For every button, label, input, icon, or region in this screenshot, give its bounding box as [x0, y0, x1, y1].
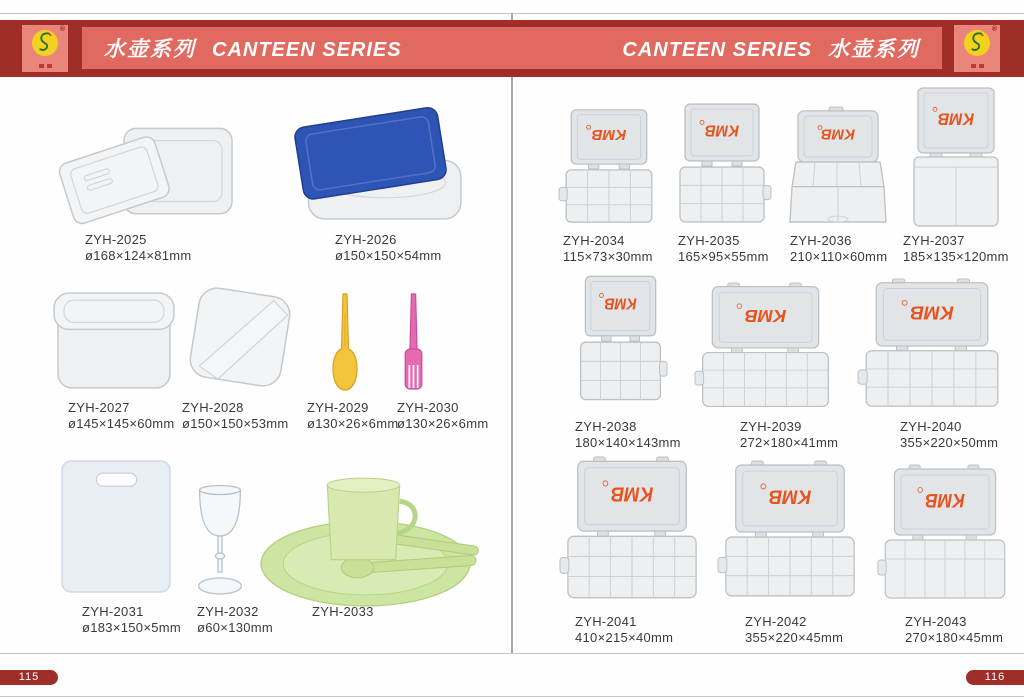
product-code: ZYH-2034 — [563, 233, 625, 248]
product-code: ZYH-2037 — [903, 233, 965, 248]
product-code: ZYH-2033 — [312, 604, 374, 619]
kmb-logo: KMB — [604, 294, 637, 313]
product-size: 272×180×41mm — [740, 434, 839, 450]
product-label — [335, 232, 442, 263]
product-label — [905, 614, 1003, 645]
product-image-zyh-2037 — [902, 86, 1010, 230]
header-title-cn-left: 水壶系列 — [104, 38, 196, 61]
kmb-logo: KMB — [744, 305, 787, 326]
product-code: ZYH-2025 — [85, 232, 147, 247]
product-code: ZYH-2036 — [790, 233, 852, 248]
product-size: 355×220×45mm — [745, 629, 844, 645]
registered-mark: ® — [991, 26, 997, 33]
header-title-left — [104, 33, 402, 63]
header-title-en-left: CANTEEN SERIES — [212, 39, 402, 61]
page-number-right: 116 — [966, 670, 1024, 685]
product-label — [307, 400, 398, 431]
product-size: ø150×150×53mm — [182, 415, 289, 431]
product-label — [82, 604, 181, 635]
product-image-zyh-2027 — [44, 281, 184, 397]
product-image-zyh-2040 — [856, 278, 1008, 412]
product-code: ZYH-2029 — [307, 400, 369, 415]
product-code: ZYH-2026 — [335, 232, 397, 247]
product-image-zyh-2039 — [693, 282, 838, 412]
registered-mark: ® — [59, 26, 65, 33]
product-image-zyh-2028 — [180, 278, 300, 396]
product-label — [68, 400, 175, 431]
product-code: ZYH-2028 — [182, 400, 244, 415]
product-image-zyh-2036 — [782, 106, 892, 226]
product-size: 270×180×45mm — [905, 629, 1004, 645]
product-image-zyh-2041 — [558, 456, 706, 604]
product-image-zyh-2038 — [573, 272, 668, 406]
product-code: ZYH-2027 — [68, 400, 130, 415]
product-label — [575, 614, 673, 645]
product-code: ZYH-2040 — [900, 419, 962, 434]
product-image-zyh-2034 — [558, 106, 660, 228]
product-image-zyh-2025 — [52, 100, 242, 232]
swan-icon — [964, 30, 990, 56]
header-title-right — [622, 33, 920, 63]
kmb-logo: KMB — [820, 125, 856, 142]
product-label — [197, 604, 273, 635]
product-code: ZYH-2031 — [82, 604, 144, 619]
swan-icon — [32, 30, 58, 56]
product-label — [312, 604, 374, 620]
page-bottom-border — [0, 696, 1024, 697]
brand-logo-left — [22, 25, 68, 72]
header-title-band — [82, 27, 942, 69]
kmb-logo: KMB — [768, 485, 812, 507]
product-code: ZYH-2032 — [197, 604, 259, 619]
product-code: ZYH-2041 — [575, 614, 637, 629]
product-label — [903, 233, 1009, 264]
header-title-en-right: CANTEEN SERIES — [622, 39, 812, 61]
product-code: ZYH-2039 — [740, 419, 802, 434]
product-label — [740, 419, 838, 450]
logo-subtext-mark — [22, 64, 68, 68]
product-image-zyh-2043 — [876, 464, 1014, 604]
kmb-logo: KMB — [910, 302, 954, 324]
kmb-logo: KMB — [937, 109, 975, 128]
product-label — [900, 419, 998, 450]
header-title-cn-right: 水壶系列 — [828, 38, 920, 61]
product-size: ø150×150×54mm — [335, 247, 442, 263]
header-band — [0, 20, 1024, 77]
product-image-zyh-2035 — [672, 100, 772, 228]
product-size: 115×73×30mm — [563, 248, 653, 264]
content-bottom-border — [0, 653, 1024, 654]
product-code: ZYH-2030 — [397, 400, 459, 415]
product-size: ø168×124×81mm — [85, 247, 192, 263]
product-size: 180×140×143mm — [575, 434, 681, 450]
product-code: ZYH-2038 — [575, 419, 637, 434]
product-size: 185×135×120mm — [903, 248, 1009, 264]
product-image-zyh-2026 — [280, 102, 468, 230]
product-image-zyh-2031 — [57, 457, 175, 596]
product-size: 165×95×55mm — [678, 248, 769, 264]
product-code: ZYH-2042 — [745, 614, 807, 629]
product-label — [397, 400, 488, 431]
product-code: ZYH-2035 — [678, 233, 740, 248]
brand-logo-circle — [964, 30, 990, 56]
product-label — [790, 233, 887, 264]
product-size: 410×215×40mm — [575, 629, 674, 645]
product-label — [563, 233, 653, 264]
product-image-zyh-2042 — [716, 460, 864, 602]
kmb-logo: KMB — [704, 121, 740, 139]
product-size: 210×110×60mm — [790, 248, 888, 264]
product-label — [678, 233, 769, 264]
page-number-left: 115 — [0, 670, 58, 685]
product-label — [575, 419, 681, 450]
product-label — [182, 400, 289, 431]
kmb-logo: KMB — [925, 489, 965, 512]
product-size: ø130×26×6mm — [397, 415, 489, 431]
brand-logo-right — [954, 25, 1000, 72]
kmb-logo: KMB — [610, 482, 654, 506]
product-image-zyh-2029 — [330, 291, 360, 393]
product-image-zyh-2033 — [253, 467, 486, 610]
product-size: ø145×145×60mm — [68, 415, 175, 431]
product-label — [85, 232, 192, 263]
product-image-zyh-2030 — [399, 291, 428, 393]
page-divider — [511, 13, 513, 653]
product-image-zyh-2032 — [191, 482, 249, 600]
product-size: ø60×130mm — [197, 619, 274, 635]
product-code: ZYH-2043 — [905, 614, 967, 629]
logo-subtext-mark — [954, 64, 1000, 68]
product-label — [745, 614, 843, 645]
brand-logo-circle — [32, 30, 58, 56]
product-size: 355×220×50mm — [900, 434, 999, 450]
product-size: ø183×150×5mm — [82, 619, 181, 635]
product-size: ø130×26×6mm — [307, 415, 399, 431]
kmb-logo: KMB — [591, 126, 627, 142]
